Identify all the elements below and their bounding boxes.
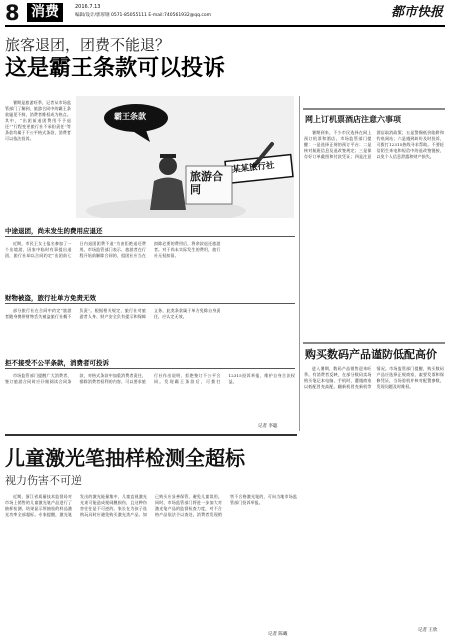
- section3-title: 拒不接受不公平条款，消费者可投诉: [5, 359, 109, 367]
- lead-byline: 记者 李聪: [258, 424, 278, 429]
- page-header: [5, 2, 445, 24]
- sidebar-bottom-byline: 记者 王欣: [418, 628, 438, 633]
- bottom-byline: 记者 陈曦: [268, 632, 288, 637]
- illustration: [76, 96, 294, 218]
- bottom-body: 近期，浙江省质量技术监督局对市场上销售的儿童激光笔产品进行了抽样检测，结果显示所抽检的样品激光功率全部超标。专家提醒，激光笔发出的激光能量集中，儿童直视激光光束可能造成视网膜损伤，且这种伤害往往是不可逆的。家长在为孩子选购玩具时应避免购买激光类产品，如已购买应妥善保管，避免儿童误用。同时，市场监管部门将进一步加大对激光笔产品的监督检查力度，对不合格产品依法予以查处。消费者发现销售不合格激光笔的，可向当地市场监管部门投诉举报。: [5, 494, 297, 517]
- header-rule: [5, 25, 445, 27]
- column-divider: [299, 96, 300, 431]
- bottom-subheadline: 视力伤害不可逆: [5, 474, 82, 487]
- section1-title: 中途退团，尚未发生的费用应退还: [5, 227, 103, 235]
- issue-date: 2016.7.13: [75, 4, 101, 10]
- section3-rule: [5, 368, 295, 369]
- bubble-label: 霸王条款: [114, 112, 146, 121]
- lead-headline: 这是霸王条款可以投诉: [5, 56, 226, 81]
- contract-stamp: 旅游合同: [190, 170, 223, 196]
- credits-line: 编辑/设计/郭厚钢 0571-85055111 E-mail:740561932@qq.com: [75, 13, 212, 18]
- section1-body: 近期，市民王女士报名参加了一个出境游，因家中临时有事提出退团，旅行社却以合同约定“出团前七日内退团团费不退”为由拒绝退还费用。市场监管部门表示，旅游者在行程开始前解除合同的，组团社应当在扣除必要的费用后，将余款退还旅游者。对于尚未实际发生的费用，旅行社无权扣留。: [5, 241, 221, 258]
- sidebar-top-rule: [303, 108, 445, 110]
- page-number: 8: [5, 1, 20, 25]
- section3-body: 市场监管部门提醒广大消费者，签订旅游合同时应仔细阅读合同条款，对格式条款中加重消费者责任、排除消费者权利的内容，可以要求旅行社作出说明，拒绝签订不公平合同。发现霸王条款后，可拨打12315投诉举报，维护自身合法权益。: [5, 373, 295, 384]
- masthead: 都市快报: [390, 5, 443, 20]
- illustration-graphic: [76, 96, 294, 218]
- sidebar-top-body: 暑期到来，不少市民选择在网上预订机票和酒店。市场监管部门提醒：一是选择正规的预订平台；二是核对航班信息及退改签规定；三是保存好订单截图和付款凭证；四是注意酒店取消政策；五是警惕低价陷阱和钓鱼网站；六是遇到纠纷及时投诉，可拨打12315热线寻求帮助。不要轻信陌生来电和短信中的退改签链接，以免个人信息泄露和财产损失。: [304, 130, 444, 159]
- sidebar-top-title: 网上订机票酒店注意六事项: [305, 115, 401, 124]
- lead-kicker: 旅客退团，团费不能退？: [5, 36, 171, 54]
- bottom-headline: 儿童激光笔抽样检测全超标: [5, 446, 245, 470]
- sidebar-bottom-title: 购买数码产品谨防低配高价: [305, 348, 437, 361]
- sidebar-bottom-rule: [303, 342, 445, 344]
- section2-body: 部分旅行社在合同中约定“旅游者随身携带财物丢失被盗旅行社概不负责”。根据相关规定，旅行社对旅游者人身、财产安全负有提示和保障义务，此类条款属于单方免除自身责任，应认定无效。: [5, 308, 221, 319]
- bottom-story-rule: [5, 434, 297, 436]
- lead-intro: 暑期是旅游旺季，记者从市场监管部门了解到，旅游合同中的霸王条款屡见不鲜，消费者维权成为热点。其中，“出团前退团费用不予退还”“行程变更旅行社不承担责任”等条款均属于不公平格式条款，消费者可以依法投诉。: [5, 100, 71, 141]
- section2-rule: [5, 303, 295, 304]
- section-label: 消费: [27, 3, 63, 22]
- section1-rule: [5, 236, 295, 237]
- section2-title: 财物被盗，旅行社单方免责无效: [5, 294, 96, 302]
- agency-card-label: 某某旅行社: [231, 160, 275, 176]
- sidebar-bottom-body: 进入暑期，数码产品销售迎来旺季。有消费者反映，在部分数码卖场购买笔记本电脑、手机时，遭遇商家以低配冒充高配、翻新机冒充新机等情况。市场监管部门提醒，购买数码产品应选择正规商家，索要发票和保修凭证，当场验机并核对配置参数，发现问题及时维权。: [304, 366, 444, 389]
